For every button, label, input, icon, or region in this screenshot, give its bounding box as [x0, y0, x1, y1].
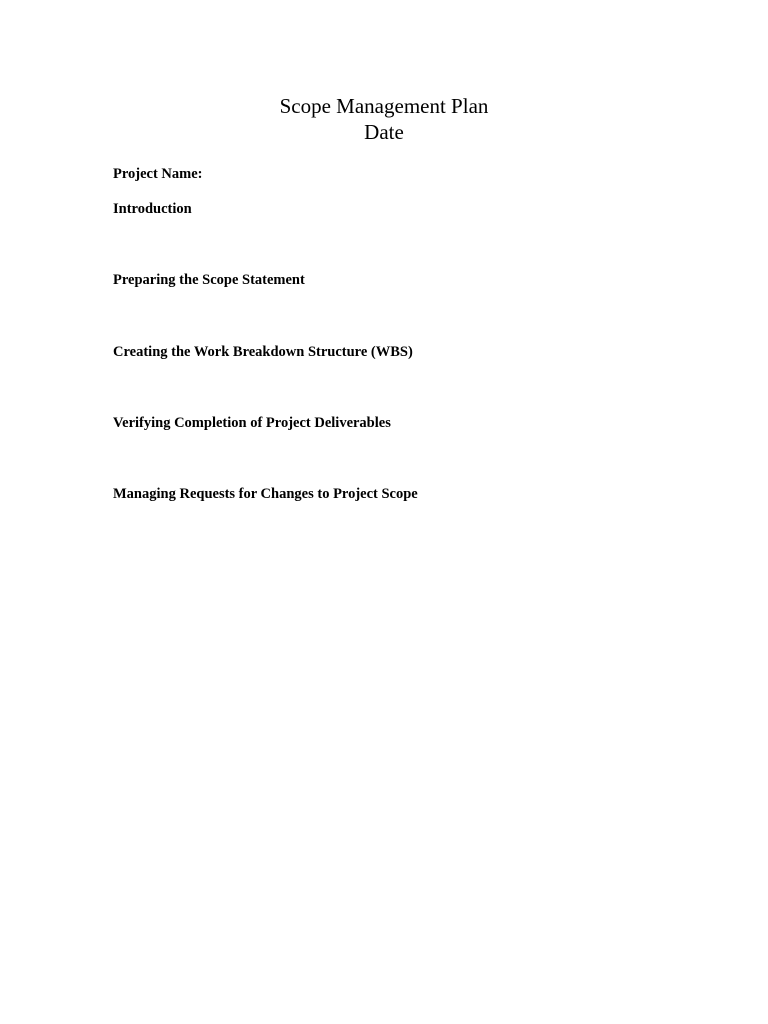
- section-heading-verifying-deliverables: Verifying Completion of Project Deliverables: [113, 415, 391, 431]
- section-heading-wbs: Creating the Work Breakdown Structure (WBS): [113, 344, 413, 360]
- section-heading-introduction: Introduction: [113, 201, 192, 217]
- document-header: [0, 93, 768, 145]
- section-heading-change-requests: Managing Requests for Changes to Project Scope: [113, 486, 418, 502]
- section-heading-scope-statement: Preparing the Scope Statement: [113, 272, 305, 288]
- project-name-label: Project Name:: [113, 166, 203, 182]
- document-title: Scope Management Plan: [279, 94, 489, 118]
- document-date: Date: [364, 120, 404, 144]
